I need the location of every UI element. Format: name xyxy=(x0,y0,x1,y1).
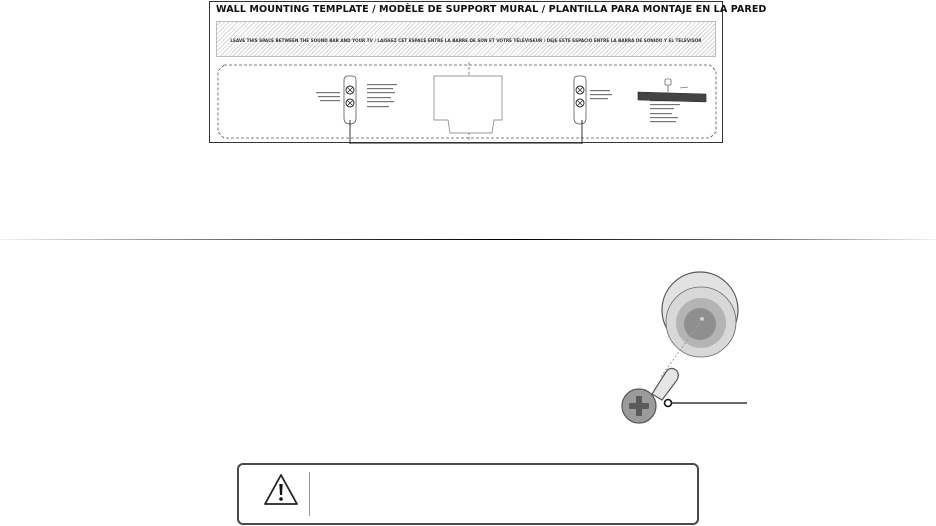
caution-separator xyxy=(309,472,310,516)
section-divider xyxy=(0,239,936,240)
wall-screw-icon xyxy=(622,368,678,423)
template-title: WALL MOUNTING TEMPLATE / MODÈLE DE SUPPORT MURAL / PLANTILLA PARA MONTAJE EN LA PARED xyxy=(216,4,767,15)
sound-bar-illustration xyxy=(638,79,706,102)
tv-space-note: LEAVE THIS SPACE BETWEEN THE SOUND BAR AND YOUR TV / LAISSEZ CET ESPACE ENTRE LA BARRE DE SON ET VOTRE TÉLÉVISEUR / DEJE ESTE ESPACIO ENTRE LA BARRA DE SONIDO Y EL TELEVISOR xyxy=(230,38,702,43)
wall-anchor xyxy=(662,272,738,357)
wall-mounting-template xyxy=(209,1,767,143)
right-screw-hole xyxy=(574,76,586,124)
center-cutout xyxy=(434,76,502,133)
caution-box xyxy=(237,463,699,525)
wall-anchor-screw-detail xyxy=(600,268,760,428)
left-screw-hole xyxy=(344,76,356,124)
warning-triangle-icon xyxy=(263,473,299,507)
fine-print-left xyxy=(316,84,397,107)
mounting-plate-diagram xyxy=(210,2,767,144)
callout-dot xyxy=(665,400,672,407)
